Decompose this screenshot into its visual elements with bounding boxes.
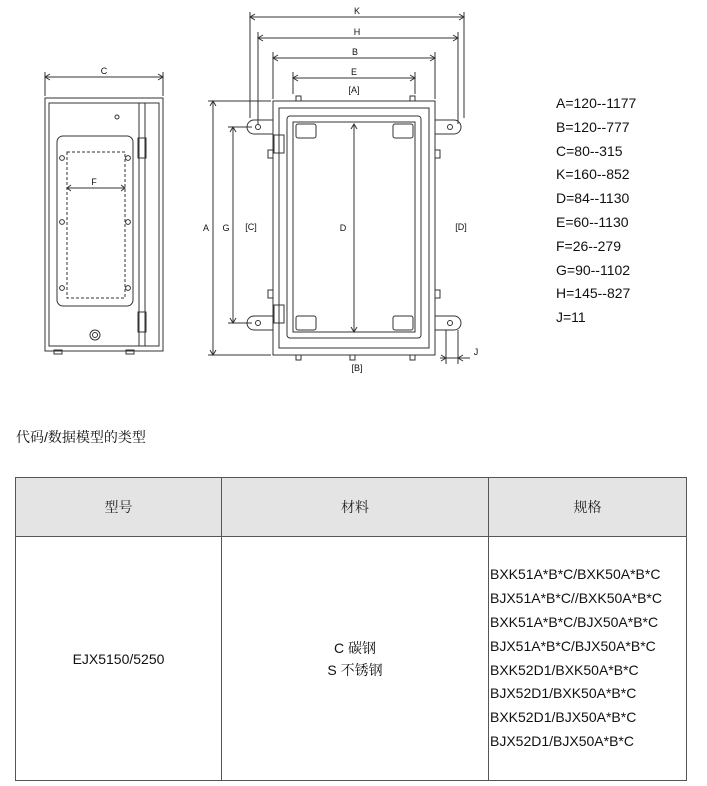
side-view xyxy=(45,72,163,354)
dim-label-g: G xyxy=(222,223,230,233)
dim-label-b: B xyxy=(351,47,359,57)
dim-label-h: H xyxy=(353,27,361,37)
spec-item: B=120--777 xyxy=(556,118,630,135)
spec-code: BXK51A*B*C/BXK50A*B*C xyxy=(490,566,661,583)
dimension-spec-list xyxy=(556,92,636,330)
bracket-label-top: [A] xyxy=(348,85,360,95)
bracket-label-bottom: [B] xyxy=(351,363,363,373)
spec-item: G=90--1102 xyxy=(556,261,631,278)
bracket-label-left: [C] xyxy=(245,222,257,232)
header-material: 材料 xyxy=(222,478,489,537)
material-item: S 不锈钢 xyxy=(327,661,383,678)
spec-code: BXK52D1/BXK50A*B*C xyxy=(490,661,639,678)
spec-item: A=120--1177 xyxy=(556,95,637,111)
dim-label-f: F xyxy=(91,177,97,187)
dim-label-d: D xyxy=(339,223,347,233)
spec-item: H=145--827 xyxy=(556,285,631,302)
dim-label-c: C xyxy=(100,66,108,76)
section-title: 代码/数据模型的类型 xyxy=(16,429,146,445)
spec-item: J=11 xyxy=(556,309,586,326)
dim-label-a: A xyxy=(202,223,210,233)
table-header-row xyxy=(16,478,687,537)
spec-code: BJX52D1/BJX50A*B*C xyxy=(490,732,634,749)
front-view xyxy=(208,12,470,364)
spec-code: BXK51A*B*C/BJX50A*B*C xyxy=(490,613,659,630)
spec-item: K=160--852 xyxy=(556,166,630,183)
spec-item: C=80--315 xyxy=(556,142,623,159)
cell-spec xyxy=(489,537,687,781)
spec-code: BJX52D1/BXK50A*B*C xyxy=(490,685,637,702)
table-row xyxy=(16,537,687,781)
spec-code: BXK52D1/BJX50A*B*C xyxy=(490,709,637,726)
material-item: C 碳钢 xyxy=(334,639,376,656)
model-spec-table xyxy=(15,477,687,781)
spec-code: BJX51A*B*C/BJX50A*B*C xyxy=(490,637,656,654)
cell-model: EJX5150/5250 xyxy=(16,537,222,781)
header-spec: 规格 xyxy=(489,478,687,537)
spec-item: E=60--1130 xyxy=(556,213,629,230)
bracket-label-right: [D] xyxy=(455,222,467,232)
header-model: 型号 xyxy=(16,478,222,537)
dim-label-k: K xyxy=(353,6,361,16)
cell-material xyxy=(222,537,489,781)
spec-code: BJX51A*B*C//BXK50A*B*C xyxy=(490,590,662,607)
dim-label-j: J xyxy=(473,347,479,357)
spec-item: D=84--1130 xyxy=(556,190,630,207)
spec-item: F=26--279 xyxy=(556,237,621,254)
dim-label-e: E xyxy=(350,67,358,77)
